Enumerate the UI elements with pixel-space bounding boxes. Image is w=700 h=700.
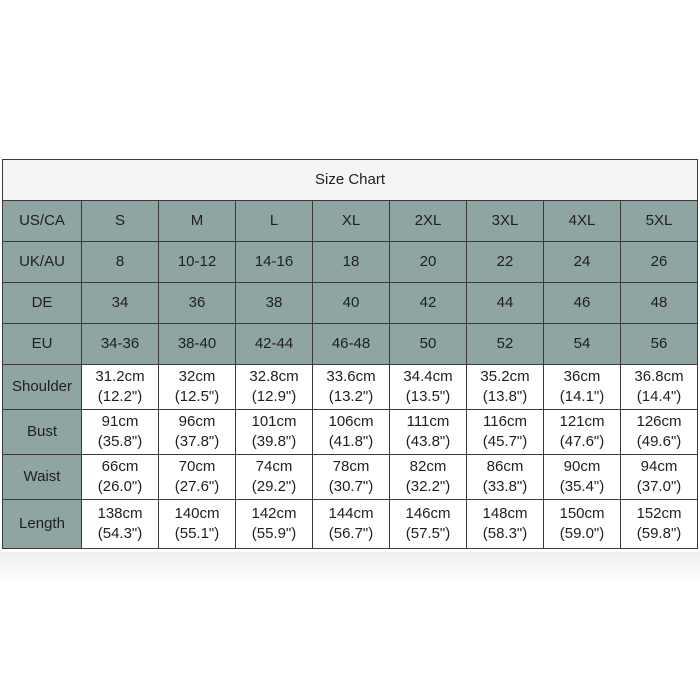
row-label: US/CA — [3, 201, 82, 242]
measure-cell — [313, 410, 390, 455]
cm-value: 96cm — [178, 413, 216, 430]
inch-value: (39.8") — [251, 433, 297, 450]
size-cell: 38-40 — [159, 324, 236, 365]
chart-title: Size Chart — [3, 160, 698, 201]
size-cell: 46 — [544, 283, 621, 324]
size-cell: 36 — [159, 283, 236, 324]
cm-value: 106cm — [328, 413, 374, 430]
measure-cell — [82, 500, 159, 549]
size-cell: 44 — [467, 283, 544, 324]
inch-value: (12.9") — [251, 388, 297, 405]
row-label: UK/AU — [3, 242, 82, 283]
measure-row-shoulder — [3, 365, 698, 410]
size-cell: 54 — [544, 324, 621, 365]
inch-value: (55.1") — [174, 525, 220, 542]
measure-cell — [82, 410, 159, 455]
inch-value: (45.7") — [482, 433, 528, 450]
inch-value: (37.0") — [636, 478, 682, 495]
row-label: DE — [3, 283, 82, 324]
inch-value: (35.8") — [97, 433, 143, 450]
size-cell: 46-48 — [313, 324, 390, 365]
cm-value: 91cm — [101, 413, 139, 430]
inch-value: (32.2") — [405, 478, 451, 495]
inch-value: (47.6") — [559, 433, 605, 450]
cm-value: 142cm — [251, 505, 297, 522]
measure-cell — [544, 500, 621, 549]
size-cell: 4XL — [544, 201, 621, 242]
measure-cell — [159, 365, 236, 410]
inch-value: (43.8") — [405, 433, 451, 450]
size-cell: 42 — [390, 283, 467, 324]
cm-value: 36.8cm — [634, 368, 684, 385]
measure-cell — [82, 365, 159, 410]
inch-value: (59.0") — [559, 525, 605, 542]
measure-cell — [621, 500, 698, 549]
size-cell: M — [159, 201, 236, 242]
size-cell: 56 — [621, 324, 698, 365]
inch-value: (56.7") — [328, 525, 374, 542]
measure-cell — [544, 365, 621, 410]
size-row-us-ca — [3, 201, 698, 242]
measure-cell — [313, 365, 390, 410]
inch-value: (37.8") — [174, 433, 220, 450]
cm-value: 150cm — [559, 505, 605, 522]
size-cell: 38 — [236, 283, 313, 324]
cm-value: 32cm — [178, 368, 216, 385]
cm-value: 32.8cm — [249, 368, 299, 385]
size-cell: 24 — [544, 242, 621, 283]
size-cell: 48 — [621, 283, 698, 324]
cm-value: 121cm — [559, 413, 605, 430]
inch-value: (29.2") — [251, 478, 297, 495]
inch-value: (57.5") — [405, 525, 451, 542]
size-cell: 26 — [621, 242, 698, 283]
size-cell: 3XL — [467, 201, 544, 242]
measure-cell — [390, 500, 467, 549]
cm-value: 148cm — [482, 505, 528, 522]
measure-cell — [544, 410, 621, 455]
inch-value: (12.2") — [97, 388, 143, 405]
cm-value: 78cm — [332, 458, 370, 475]
measure-cell — [467, 455, 544, 500]
inch-value: (35.4") — [559, 478, 605, 495]
size-cell: 52 — [467, 324, 544, 365]
measure-cell — [313, 500, 390, 549]
measure-cell — [621, 365, 698, 410]
cm-value: 146cm — [405, 505, 451, 522]
cm-value: 101cm — [251, 413, 297, 430]
measure-cell — [621, 455, 698, 500]
size-cell: S — [82, 201, 159, 242]
cm-value: 94cm — [640, 458, 678, 475]
measure-cell — [236, 365, 313, 410]
inch-value: (14.4") — [636, 388, 682, 405]
size-cell: 40 — [313, 283, 390, 324]
row-label: Length — [3, 500, 82, 549]
size-row-eu — [3, 324, 698, 365]
size-row-de — [3, 283, 698, 324]
cm-value: 33.6cm — [326, 368, 376, 385]
cm-value: 152cm — [636, 505, 682, 522]
size-cell: 2XL — [390, 201, 467, 242]
cm-value: 86cm — [486, 458, 524, 475]
size-row-uk-au — [3, 242, 698, 283]
row-label: EU — [3, 324, 82, 365]
cm-value: 116cm — [483, 413, 527, 430]
inch-value: (13.8") — [482, 388, 528, 405]
size-cell: 50 — [390, 324, 467, 365]
measure-row-bust — [3, 410, 698, 455]
inch-value: (13.5") — [405, 388, 451, 405]
measure-row-waist — [3, 455, 698, 500]
cm-value: 70cm — [178, 458, 216, 475]
row-label: Waist — [3, 455, 82, 500]
measure-cell — [159, 455, 236, 500]
size-cell: 22 — [467, 242, 544, 283]
inch-value: (13.2") — [328, 388, 374, 405]
cm-value: 111cm — [406, 413, 450, 430]
inch-value: (30.7") — [328, 478, 374, 495]
cm-value: 126cm — [636, 413, 682, 430]
size-cell: 42-44 — [236, 324, 313, 365]
size-cell: 34-36 — [82, 324, 159, 365]
size-cell: L — [236, 201, 313, 242]
measure-cell — [159, 410, 236, 455]
inch-value: (55.9") — [251, 525, 297, 542]
size-cell: 8 — [82, 242, 159, 283]
inch-value: (27.6") — [174, 478, 220, 495]
inch-value: (54.3") — [97, 525, 143, 542]
size-cell: 14-16 — [236, 242, 313, 283]
cm-value: 90cm — [563, 458, 601, 475]
inch-value: (59.8") — [636, 525, 682, 542]
row-label: Bust — [3, 410, 82, 455]
measure-cell — [390, 455, 467, 500]
cm-value: 144cm — [328, 505, 374, 522]
inch-value: (26.0") — [97, 478, 143, 495]
measure-cell — [236, 410, 313, 455]
cm-value: 34.4cm — [403, 368, 453, 385]
measure-row-length — [3, 500, 698, 549]
inch-value: (12.5") — [174, 388, 220, 405]
cm-value: 138cm — [97, 505, 143, 522]
measure-cell — [313, 455, 390, 500]
measure-cell — [236, 455, 313, 500]
measure-cell — [236, 500, 313, 549]
measure-cell — [390, 410, 467, 455]
measure-cell — [390, 365, 467, 410]
cm-value: 74cm — [255, 458, 293, 475]
inch-value: (33.8") — [482, 478, 528, 495]
size-cell: XL — [313, 201, 390, 242]
size-cell: 20 — [390, 242, 467, 283]
measure-cell — [621, 410, 698, 455]
measure-cell — [467, 410, 544, 455]
cm-value: 82cm — [409, 458, 447, 475]
size-cell: 18 — [313, 242, 390, 283]
size-cell: 5XL — [621, 201, 698, 242]
cm-value: 36cm — [563, 368, 601, 385]
page-shadow — [0, 552, 700, 582]
measure-cell — [467, 365, 544, 410]
size-cell: 34 — [82, 283, 159, 324]
row-label: Shoulder — [3, 365, 82, 410]
cm-value: 35.2cm — [480, 368, 530, 385]
size-cell: 10-12 — [159, 242, 236, 283]
inch-value: (49.6") — [636, 433, 682, 450]
size-chart-table — [2, 159, 698, 549]
cm-value: 66cm — [101, 458, 139, 475]
measure-cell — [467, 500, 544, 549]
measure-cell — [159, 500, 236, 549]
inch-value: (58.3") — [482, 525, 528, 542]
measure-cell — [544, 455, 621, 500]
inch-value: (41.8") — [328, 433, 374, 450]
inch-value: (14.1") — [559, 388, 605, 405]
measure-cell — [82, 455, 159, 500]
cm-value: 140cm — [174, 505, 220, 522]
cm-value: 31.2cm — [95, 368, 145, 385]
